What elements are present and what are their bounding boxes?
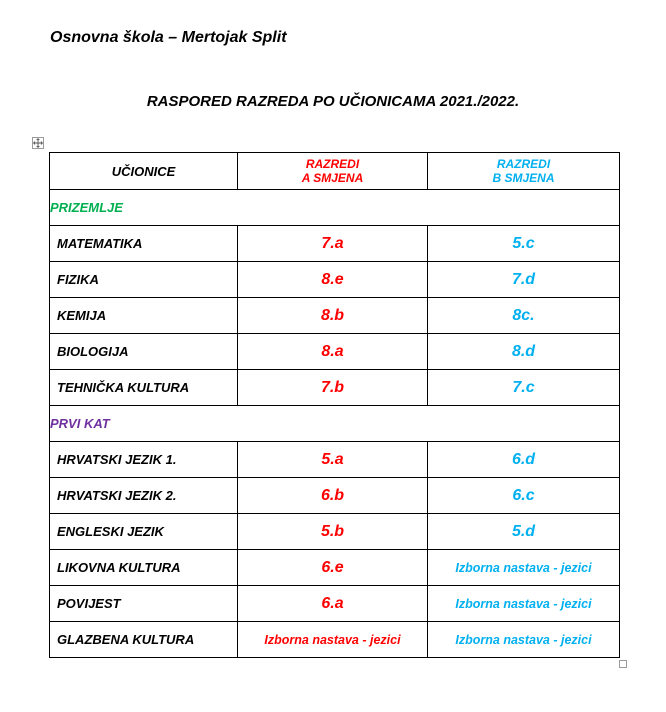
header-shift-a-line1: RAZREDI xyxy=(305,157,360,171)
header-shift-b xyxy=(428,153,620,190)
table-row xyxy=(50,586,620,622)
room-name: POVIJEST xyxy=(50,586,238,622)
table-row xyxy=(50,334,620,370)
room-name: HRVATSKI JEZIK 2. xyxy=(50,478,238,514)
table-row xyxy=(50,622,620,658)
room-name: HRVATSKI JEZIK 1. xyxy=(50,442,238,478)
shift-b-class: 7.d xyxy=(428,262,620,298)
header-shift-a xyxy=(238,153,428,190)
section-first-floor xyxy=(50,406,620,442)
section-row-first-floor xyxy=(50,406,620,442)
shift-a-class: 6.a xyxy=(238,586,428,622)
table-resize-handle[interactable] xyxy=(619,660,627,668)
room-name: GLAZBENA KULTURA xyxy=(50,622,238,658)
room-name: ENGLESKI JEZIK xyxy=(50,514,238,550)
shift-a-class: 5.a xyxy=(238,442,428,478)
shift-b-class: 6.c xyxy=(428,478,620,514)
shift-b-class: 6.d xyxy=(428,442,620,478)
table-row xyxy=(50,514,620,550)
section-first-floor-label: PRVI KAT xyxy=(50,416,110,431)
shift-b-class: 8c. xyxy=(428,298,620,334)
header-shift-b-line2: B SMJENA xyxy=(492,171,555,185)
document-title: RASPORED RAZREDA PO UČIONICAMA 2021./2022. xyxy=(146,93,520,110)
room-name: KEMIJA xyxy=(50,298,238,334)
shift-a-class: 7.b xyxy=(238,370,428,406)
header-shift-a-line2: A SMJENA xyxy=(301,171,364,185)
shift-a-class: 6.b xyxy=(238,478,428,514)
table-row xyxy=(50,226,620,262)
shift-a-class: 8.b xyxy=(238,298,428,334)
shift-a-class: 7.a xyxy=(238,226,428,262)
section-ground-floor-label: PRIZEMLJE xyxy=(50,200,123,215)
header-shift-b-line1: RAZREDI xyxy=(496,157,551,171)
header-rooms: UČIONICE xyxy=(50,153,238,190)
classroom-schedule-table xyxy=(49,152,620,658)
shift-a-class: 8.e xyxy=(238,262,428,298)
table-row xyxy=(50,478,620,514)
room-name: LIKOVNA KULTURA xyxy=(50,550,238,586)
room-name: BIOLOGIJA xyxy=(50,334,238,370)
section-ground-floor xyxy=(50,190,620,226)
table-move-handle-icon[interactable] xyxy=(32,137,44,149)
table-row xyxy=(50,298,620,334)
table-row xyxy=(50,550,620,586)
school-name: Osnovna škola – Mertojak Split xyxy=(50,29,287,46)
shift-a-class: Izborna nastava - jezici xyxy=(238,622,428,658)
shift-a-class: 5.b xyxy=(238,514,428,550)
table-header-row xyxy=(50,153,620,190)
table-row xyxy=(50,442,620,478)
shift-b-class: 8.d xyxy=(428,334,620,370)
shift-b-class: Izborna nastava - jezici xyxy=(428,550,620,586)
shift-a-class: 8.a xyxy=(238,334,428,370)
shift-b-class: 5.d xyxy=(428,514,620,550)
shift-b-class: 7.c xyxy=(428,370,620,406)
table-row xyxy=(50,262,620,298)
shift-a-class: 6.e xyxy=(238,550,428,586)
shift-b-class: 5.c xyxy=(428,226,620,262)
room-name: TEHNIČKA KULTURA xyxy=(50,370,238,406)
room-name: MATEMATIKA xyxy=(50,226,238,262)
table-row xyxy=(50,370,620,406)
shift-b-class: Izborna nastava - jezici xyxy=(428,586,620,622)
section-row-ground-floor xyxy=(50,190,620,226)
room-name: FIZIKA xyxy=(50,262,238,298)
shift-b-class: Izborna nastava - jezici xyxy=(428,622,620,658)
